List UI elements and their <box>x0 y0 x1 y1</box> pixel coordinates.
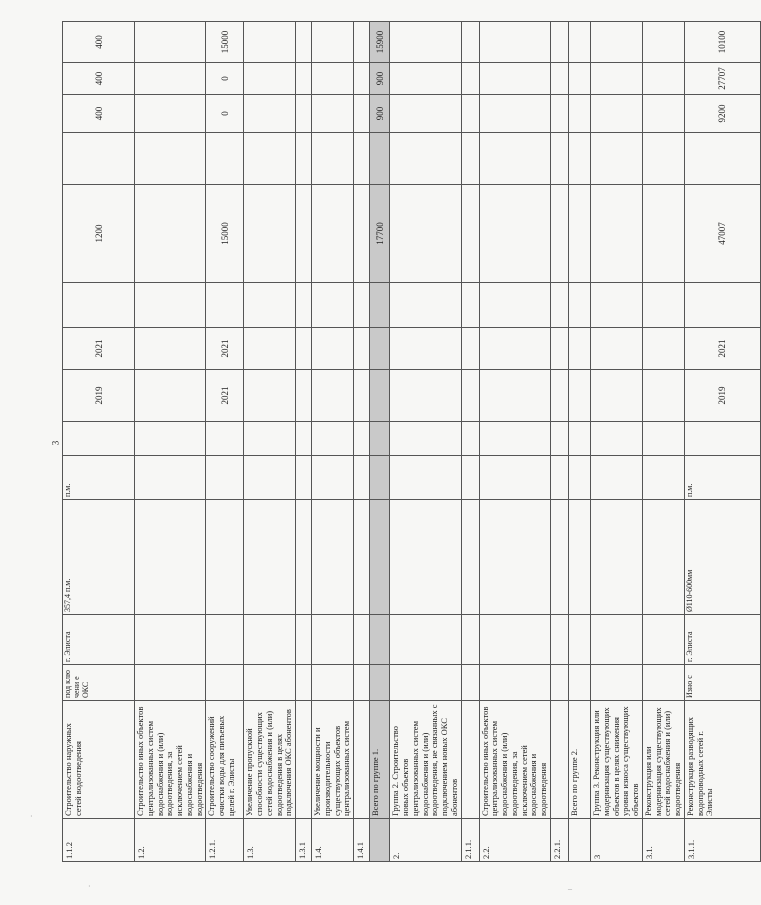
cell-c6 <box>206 456 244 500</box>
cell-c5 <box>312 500 354 615</box>
cell-c11 <box>244 185 296 283</box>
cell-c12 <box>550 133 568 185</box>
cell-c4 <box>642 615 684 665</box>
cell-c10 <box>206 283 244 328</box>
cell-c6: п.м. <box>63 456 135 500</box>
cell-c6 <box>296 456 312 500</box>
cell-c13 <box>296 95 312 133</box>
cell-c9 <box>312 328 354 370</box>
cell-c15 <box>590 22 642 63</box>
cell-name: Строительство наружных сетей водоотведения <box>63 701 135 819</box>
cell-c11 <box>550 185 568 283</box>
cell-c13 <box>568 95 590 133</box>
cell-c3 <box>590 665 642 701</box>
cell-c5 <box>390 500 461 615</box>
page-number: 3 <box>50 440 61 446</box>
cell-c3 <box>479 665 550 701</box>
cell-c3 <box>206 665 244 701</box>
cell-c8 <box>296 370 312 422</box>
cell-c15 <box>354 22 370 63</box>
cell-name <box>296 701 312 819</box>
cell-c4 <box>590 615 642 665</box>
cell-c7 <box>206 422 244 456</box>
cell-c13 <box>390 95 461 133</box>
table-row <box>479 22 550 862</box>
cell-c8 <box>354 370 370 422</box>
cell-c3: под клю чени е ОКС <box>63 665 135 701</box>
cell-c12 <box>370 133 390 185</box>
cell-c8: 2019 <box>684 370 760 422</box>
cell-c3 <box>642 665 684 701</box>
cell-code: 1.4.1 <box>354 819 370 862</box>
cell-c10 <box>370 283 390 328</box>
cell-c5 <box>479 500 550 615</box>
cell-c3 <box>244 665 296 701</box>
cell-c10 <box>296 283 312 328</box>
cell-c5 <box>206 500 244 615</box>
cell-c11 <box>354 185 370 283</box>
cell-c14 <box>479 63 550 95</box>
cell-c15 <box>461 22 479 63</box>
cell-c3 <box>550 665 568 701</box>
cell-c15 <box>390 22 461 63</box>
cell-c7 <box>244 422 296 456</box>
cell-c14 <box>390 63 461 95</box>
cell-c7 <box>461 422 479 456</box>
cell-c9 <box>390 328 461 370</box>
cell-c5: Ø110-600мм <box>684 500 760 615</box>
cell-name: Строительство сооружений очистки воды для питьевых целей г. Элисты <box>206 701 244 819</box>
cell-c14 <box>244 63 296 95</box>
cell-c12 <box>296 133 312 185</box>
cell-c10 <box>479 283 550 328</box>
cell-c8 <box>135 370 206 422</box>
cell-c6: п.м. <box>684 456 760 500</box>
table-row <box>296 22 312 862</box>
cell-c15: 400 <box>63 22 135 63</box>
cell-c6 <box>312 456 354 500</box>
cell-c12 <box>135 133 206 185</box>
cell-c12 <box>63 133 135 185</box>
cell-c11 <box>312 185 354 283</box>
cell-c6 <box>479 456 550 500</box>
cell-name: Увеличение мощности и производительности существующих объектов централизованных систем <box>312 701 354 819</box>
cell-c14 <box>461 63 479 95</box>
cell-c7 <box>370 422 390 456</box>
cell-c12 <box>354 133 370 185</box>
cell-c15 <box>296 22 312 63</box>
cell-c14 <box>642 63 684 95</box>
cell-c8 <box>550 370 568 422</box>
cell-c5 <box>550 500 568 615</box>
cell-c5 <box>370 500 390 615</box>
cell-c5 <box>354 500 370 615</box>
cell-c4: г. Элиста <box>684 615 760 665</box>
cell-name: Всего по группе 2. <box>568 701 590 819</box>
cell-c9 <box>296 328 312 370</box>
cell-c14: 400 <box>63 63 135 95</box>
cell-c9 <box>370 328 390 370</box>
cell-c13: 400 <box>63 95 135 133</box>
cell-c15 <box>312 22 354 63</box>
cell-c7 <box>390 422 461 456</box>
cell-c15: 15000 <box>206 22 244 63</box>
cell-c4 <box>244 615 296 665</box>
rotated-table-frame <box>62 22 728 862</box>
cell-c14 <box>354 63 370 95</box>
cell-c4: г. Элиста <box>63 615 135 665</box>
table-row <box>642 22 684 862</box>
scan-mark: – <box>568 884 572 893</box>
cell-c11: 15000 <box>206 185 244 283</box>
cell-c15: 10100 <box>684 22 760 63</box>
cell-name <box>461 701 479 819</box>
cell-c12 <box>206 133 244 185</box>
cell-name: Строительство иных объектов централизованных систем водоснабжения и (или) водоотведения, за исключением сетей водоснабжения и водоотведения <box>135 701 206 819</box>
cell-name: Реконструкция разводящих водопроводных сетей г. Элисты <box>684 701 760 819</box>
cell-c4 <box>568 615 590 665</box>
cell-c7 <box>354 422 370 456</box>
table-row <box>568 22 590 862</box>
rotated-table-content <box>62 22 728 862</box>
cell-name: Группа 3. Реконструкция или модернизация существующих объектов в целях снижения уровня износа существующих объектов <box>590 701 642 819</box>
cell-c8 <box>590 370 642 422</box>
cell-name: Всего по группе 1. <box>370 701 390 819</box>
cell-c10 <box>244 283 296 328</box>
cell-c6 <box>135 456 206 500</box>
cell-c4 <box>461 615 479 665</box>
cell-c8 <box>461 370 479 422</box>
cell-c15 <box>244 22 296 63</box>
cell-c9: 2021 <box>684 328 760 370</box>
cell-c15 <box>135 22 206 63</box>
cell-c11 <box>642 185 684 283</box>
cell-c10 <box>590 283 642 328</box>
cell-c6 <box>244 456 296 500</box>
cell-c8: 2019 <box>63 370 135 422</box>
cell-c3 <box>370 665 390 701</box>
cell-c4 <box>390 615 461 665</box>
cell-c7 <box>479 422 550 456</box>
cell-c8: 2021 <box>206 370 244 422</box>
cell-c6 <box>550 456 568 500</box>
cell-c12 <box>244 133 296 185</box>
cell-c11 <box>568 185 590 283</box>
cell-c14 <box>550 63 568 95</box>
cell-c11 <box>479 185 550 283</box>
cell-c12 <box>568 133 590 185</box>
cell-c4 <box>354 615 370 665</box>
cell-c8 <box>642 370 684 422</box>
cell-c7 <box>135 422 206 456</box>
cell-code: 3 <box>590 819 642 862</box>
cell-c4 <box>479 615 550 665</box>
cell-code: 2.2.1. <box>550 819 568 862</box>
cell-c7 <box>63 422 135 456</box>
cell-c15 <box>642 22 684 63</box>
cell-c6 <box>461 456 479 500</box>
cell-code: 1.2.1. <box>206 819 244 862</box>
cell-name <box>550 701 568 819</box>
cell-c9 <box>354 328 370 370</box>
cell-code: 1.1.2 <box>63 819 135 862</box>
cell-c9 <box>642 328 684 370</box>
cell-c10 <box>63 283 135 328</box>
cell-c8 <box>370 370 390 422</box>
scan-mark: · <box>88 882 91 891</box>
cell-c3 <box>135 665 206 701</box>
cell-c3 <box>390 665 461 701</box>
cell-c3 <box>296 665 312 701</box>
cell-c12 <box>590 133 642 185</box>
table-row <box>312 22 354 862</box>
cell-c8 <box>568 370 590 422</box>
cell-c15 <box>479 22 550 63</box>
cell-c6 <box>642 456 684 500</box>
cell-c4 <box>135 615 206 665</box>
cell-code: 3.1.1. <box>684 819 760 862</box>
cell-c3 <box>461 665 479 701</box>
cell-c4 <box>296 615 312 665</box>
cell-c14 <box>312 63 354 95</box>
cell-c10 <box>550 283 568 328</box>
cell-c12 <box>684 133 760 185</box>
cell-c10 <box>568 283 590 328</box>
cell-c12 <box>642 133 684 185</box>
cell-c4 <box>370 615 390 665</box>
cell-c13: 9200 <box>684 95 760 133</box>
cell-c5 <box>244 500 296 615</box>
cell-c11: 47007 <box>684 185 760 283</box>
table-row <box>244 22 296 862</box>
cell-name: Реконструкция или модернизация существующих сетей водоснабжения и (или) водоотведения <box>642 701 684 819</box>
cell-c11: 1200 <box>63 185 135 283</box>
cell-c13 <box>590 95 642 133</box>
cell-c3 <box>312 665 354 701</box>
cell-c8 <box>390 370 461 422</box>
cell-c4 <box>550 615 568 665</box>
table-row <box>550 22 568 862</box>
cell-name <box>354 701 370 819</box>
cell-c9: 2021 <box>206 328 244 370</box>
cell-c12 <box>390 133 461 185</box>
cell-c13 <box>461 95 479 133</box>
cell-c5 <box>135 500 206 615</box>
cell-code: 2.2. <box>479 819 550 862</box>
cell-c6 <box>354 456 370 500</box>
table-row <box>684 22 760 862</box>
cell-c14 <box>296 63 312 95</box>
cell-c10 <box>312 283 354 328</box>
cell-c8 <box>479 370 550 422</box>
cell-code <box>568 819 590 862</box>
table-row <box>63 22 135 862</box>
cell-c3 <box>568 665 590 701</box>
cell-c6 <box>370 456 390 500</box>
cell-c14: 900 <box>370 63 390 95</box>
cell-c11 <box>461 185 479 283</box>
cell-c11: 17700 <box>370 185 390 283</box>
cell-c7 <box>590 422 642 456</box>
cell-c9 <box>479 328 550 370</box>
cell-c14 <box>590 63 642 95</box>
cell-c3: Изно с <box>684 665 760 701</box>
cell-c5: 357,4 п.м. <box>63 500 135 615</box>
cell-c13 <box>354 95 370 133</box>
cell-c14 <box>568 63 590 95</box>
cell-c5 <box>296 500 312 615</box>
cell-c12 <box>479 133 550 185</box>
cell-c6 <box>568 456 590 500</box>
cell-c13: 900 <box>370 95 390 133</box>
cell-c7 <box>568 422 590 456</box>
scan-mark: · <box>30 812 33 821</box>
cell-c9 <box>135 328 206 370</box>
cell-c10 <box>135 283 206 328</box>
cell-c7 <box>684 422 760 456</box>
group-total-row <box>370 22 390 862</box>
table-row <box>354 22 370 862</box>
cell-c10 <box>461 283 479 328</box>
cell-c14 <box>135 63 206 95</box>
cell-c15 <box>568 22 590 63</box>
cell-c4 <box>206 615 244 665</box>
table-row <box>135 22 206 862</box>
cell-c9 <box>461 328 479 370</box>
table-row <box>206 22 244 862</box>
cell-c11 <box>135 185 206 283</box>
cell-c7 <box>642 422 684 456</box>
table-row <box>590 22 642 862</box>
cell-code: 1.3. <box>244 819 296 862</box>
investment-program-table <box>62 21 761 862</box>
table-row <box>390 22 461 862</box>
cell-code: 1.2. <box>135 819 206 862</box>
cell-c5 <box>590 500 642 615</box>
cell-c8 <box>244 370 296 422</box>
cell-code: 3.1. <box>642 819 684 862</box>
cell-c9 <box>568 328 590 370</box>
cell-c8 <box>312 370 354 422</box>
cell-c5 <box>461 500 479 615</box>
cell-code: 2.1.1. <box>461 819 479 862</box>
cell-c6 <box>590 456 642 500</box>
cell-code <box>370 819 390 862</box>
cell-c11 <box>296 185 312 283</box>
cell-c5 <box>568 500 590 615</box>
cell-c15: 15900 <box>370 22 390 63</box>
cell-c13: 0 <box>206 95 244 133</box>
cell-c15 <box>550 22 568 63</box>
cell-c10 <box>354 283 370 328</box>
cell-c12 <box>312 133 354 185</box>
cell-c5 <box>642 500 684 615</box>
cell-c9: 2021 <box>63 328 135 370</box>
cell-c10 <box>684 283 760 328</box>
cell-code: 1.3.1 <box>296 819 312 862</box>
cell-c6 <box>390 456 461 500</box>
cell-c4 <box>312 615 354 665</box>
cell-name: Строительство иных объектов централизованных систем водоснабжения и (или) водоотведения, за исключением сетей водоснабжения и водоотведения <box>479 701 550 819</box>
cell-c14: 0 <box>206 63 244 95</box>
cell-c12 <box>461 133 479 185</box>
cell-c9 <box>244 328 296 370</box>
cell-c9 <box>550 328 568 370</box>
cell-c11 <box>390 185 461 283</box>
cell-name: Увеличение пропускной способности существующих сетей водоснабжения и (или) водоотведения в целях подключения ОКС абонентов <box>244 701 296 819</box>
cell-c7 <box>550 422 568 456</box>
cell-code: 1.4. <box>312 819 354 862</box>
cell-c14: 27707 <box>684 63 760 95</box>
table-row <box>461 22 479 862</box>
cell-c13 <box>135 95 206 133</box>
cell-c10 <box>390 283 461 328</box>
cell-c13 <box>550 95 568 133</box>
cell-c7 <box>296 422 312 456</box>
cell-c13 <box>479 95 550 133</box>
cell-c10 <box>642 283 684 328</box>
cell-c13 <box>312 95 354 133</box>
cell-c9 <box>590 328 642 370</box>
cell-c3 <box>354 665 370 701</box>
cell-c13 <box>244 95 296 133</box>
cell-c13 <box>642 95 684 133</box>
cell-code: 2. <box>390 819 461 862</box>
cell-name: Группа 2. Строительство новых объектов централизованных систем водоснабжения и (или) водоотведения, не связанных с подключением новых ОКС абонентов <box>390 701 461 819</box>
cell-c7 <box>312 422 354 456</box>
cell-c11 <box>590 185 642 283</box>
